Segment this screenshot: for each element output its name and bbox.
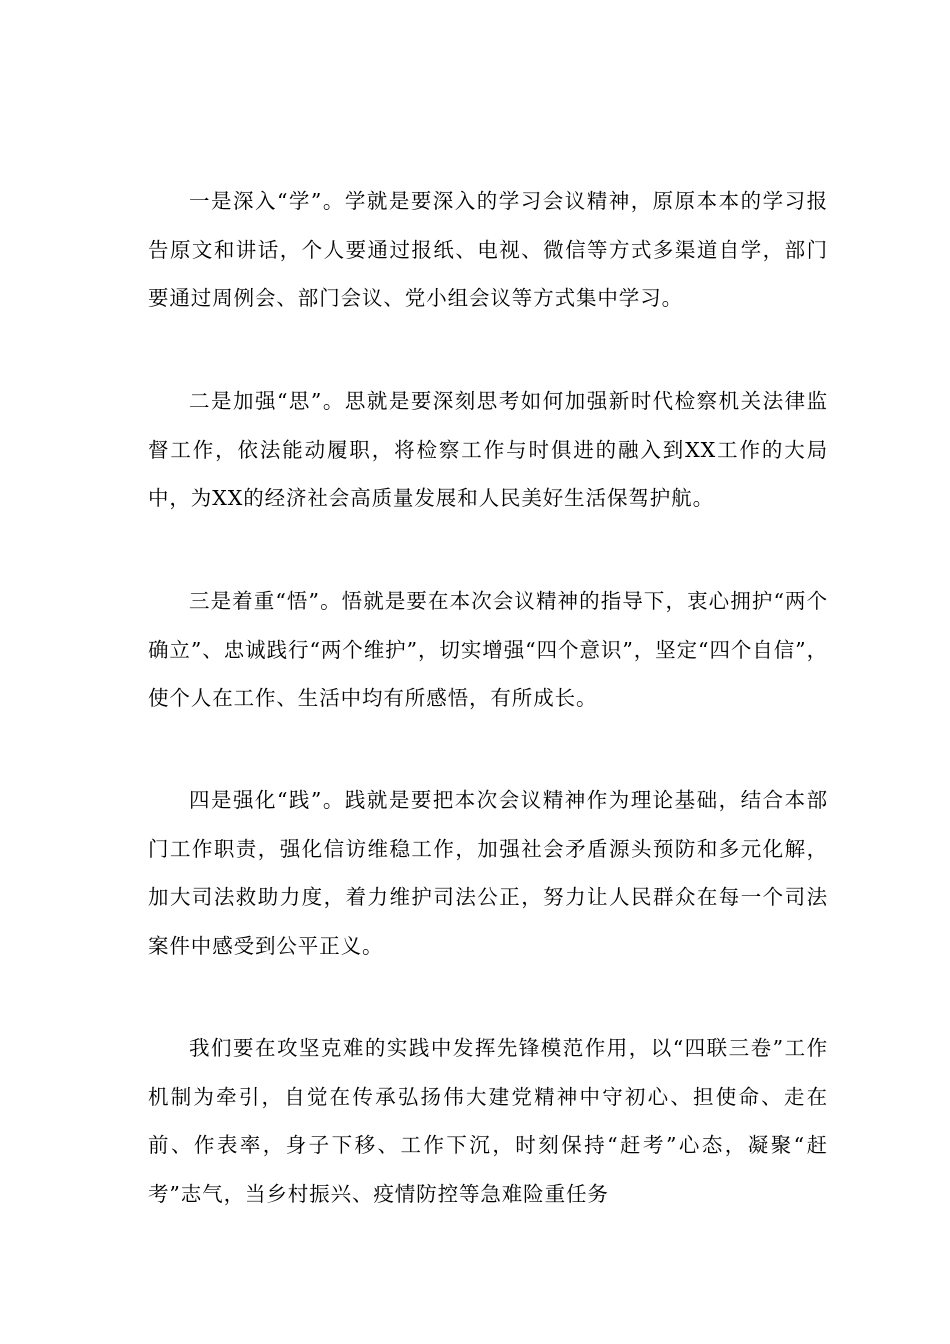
paragraph-vanguard: 我们要在攻坚克难的实践中发挥先锋模范作用，以“四联三卷”工作机制为牵引，自觉在传承弘扬伟大建党精神中守初心、担使命、走在前、作表率，身子下移、工作下沉，时刻保持“赶考”心态，凝聚“赶考”志气，当乡村振兴、疫情防控等急难险重任务 bbox=[148, 1036, 828, 1206]
paragraph-comprehend: 三是着重“悟”。悟就是要在本次会议精神的指导下，衷心拥护“两个确立”、忠诚践行“两个维护”，切实增强“四个意识”，坚定“四个自信”，使个人在工作、生活中均有所感悟，有所成长。 bbox=[148, 589, 828, 710]
paragraph-think: 二是加强“思”。思就是要深刻思考如何加强新时代检察机关法律监督工作，依法能动履职，将检察工作与时俱进的融入到XX工作的大局中，为XX的经济社会高质量发展和人民美好生活保驾护航。 bbox=[148, 389, 828, 510]
paragraph-practice: 四是强化“践”。践就是要把本次会议精神作为理论基础，结合本部门工作职责，强化信访维稳工作，加强社会矛盾源头预防和多元化解，加大司法救助力度，着力维护司法公正，努力让人民群众在每一个司法案件中感受到公平正义。 bbox=[148, 788, 828, 958]
paragraph-study: 一是深入“学”。学就是要深入的学习会议精神，原原本本的学习报告原文和讲话，个人要通过报纸、电视、微信等方式多渠道自学，部门要通过周例会、部门会议、党小组会议等方式集中学习。 bbox=[148, 189, 828, 310]
